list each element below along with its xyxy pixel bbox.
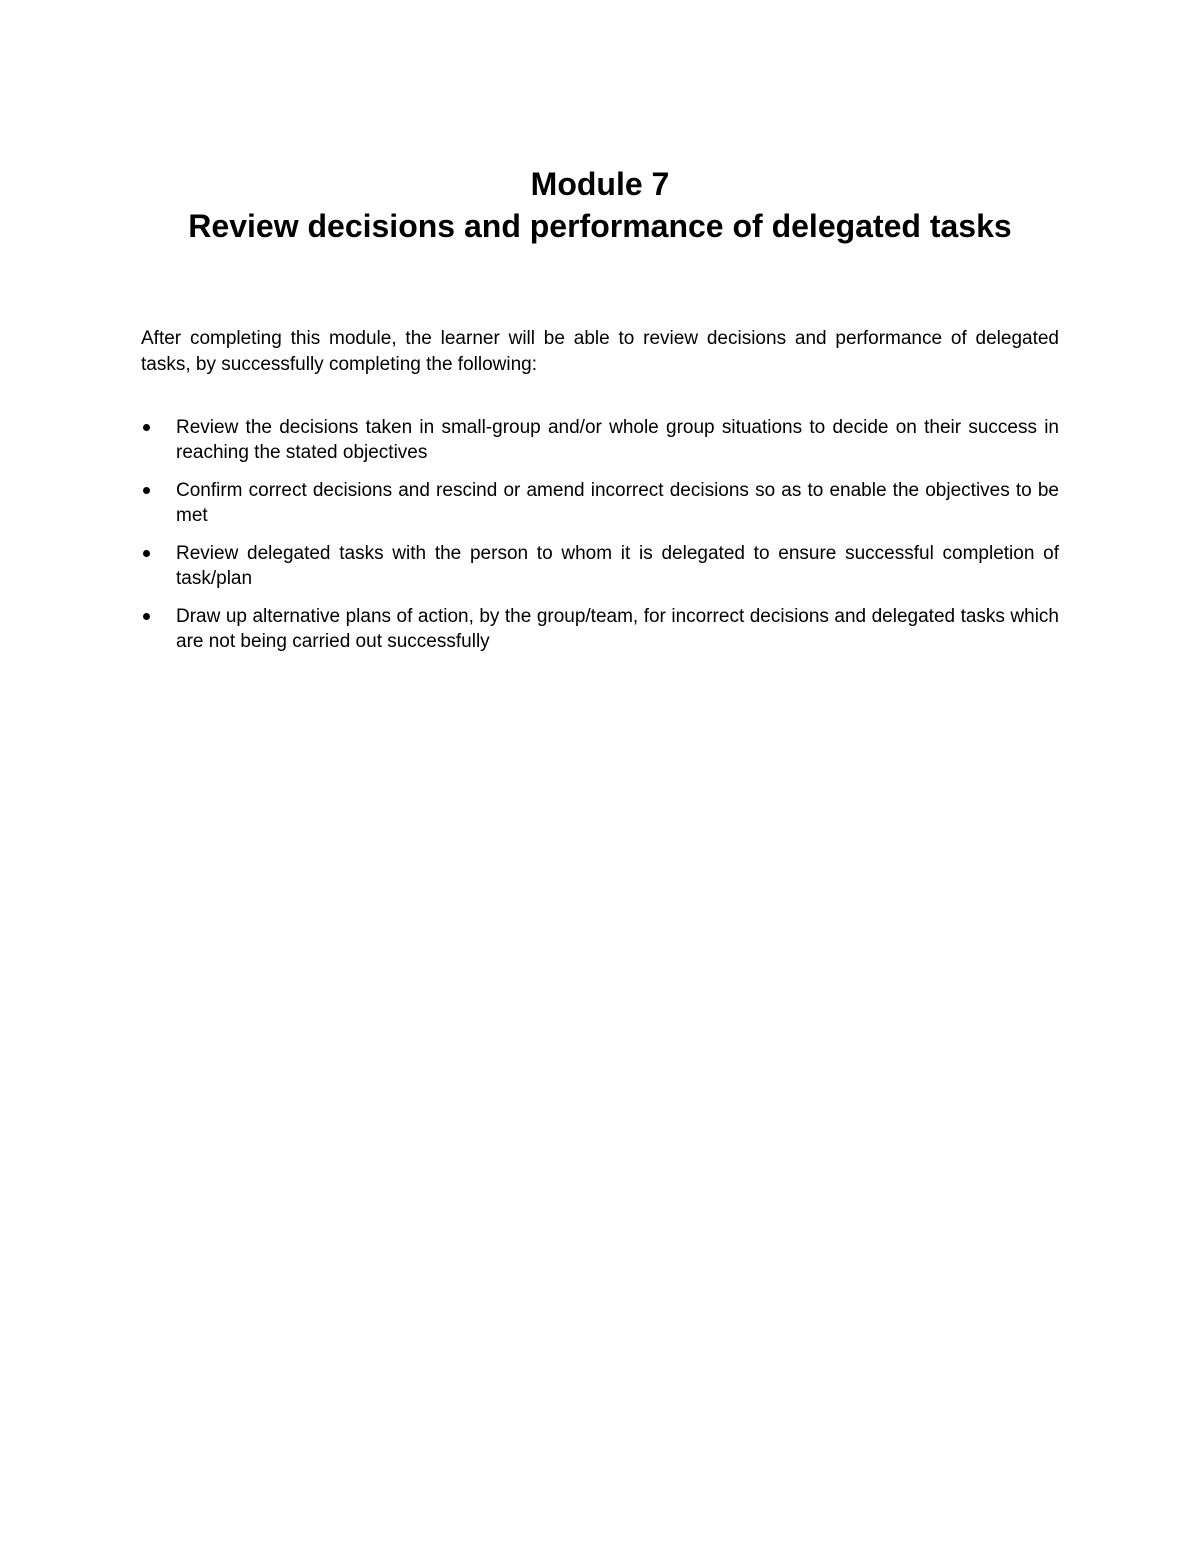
bullet-dot-icon [141,541,155,566]
bullet-dot-icon [141,415,155,440]
objective-text: Review the decisions taken in small-group and/or whole group situations to decide on their success in reaching the stated objectives [176,417,1059,463]
module-label: Module 7 [530,166,670,202]
objective-text: Draw up alternative plans of action, by the group/team, for incorrect decisions and delegated tasks which are not being carried out successfully [176,606,1059,652]
bullet-dot-icon [141,478,155,503]
list-item [141,604,1059,654]
module-title: Review decisions and performance of delegated tasks [188,208,1012,244]
bullet-dot-icon [141,604,155,629]
list-item [141,478,1059,528]
list-item [141,415,1059,465]
page-title [100,163,1100,247]
objectives-list [141,415,1059,667]
intro-paragraph: After completing this module, the learner will be able to review decisions and performance of delegated tasks, by successfully completing the following: [141,328,1059,375]
objective-text: Review delegated tasks with the person to whom it is delegated to ensure successful completion of task/plan [176,543,1059,589]
list-item [141,541,1059,591]
objective-text: Confirm correct decisions and rescind or amend incorrect decisions so as to enable the objectives to be met [176,480,1059,526]
